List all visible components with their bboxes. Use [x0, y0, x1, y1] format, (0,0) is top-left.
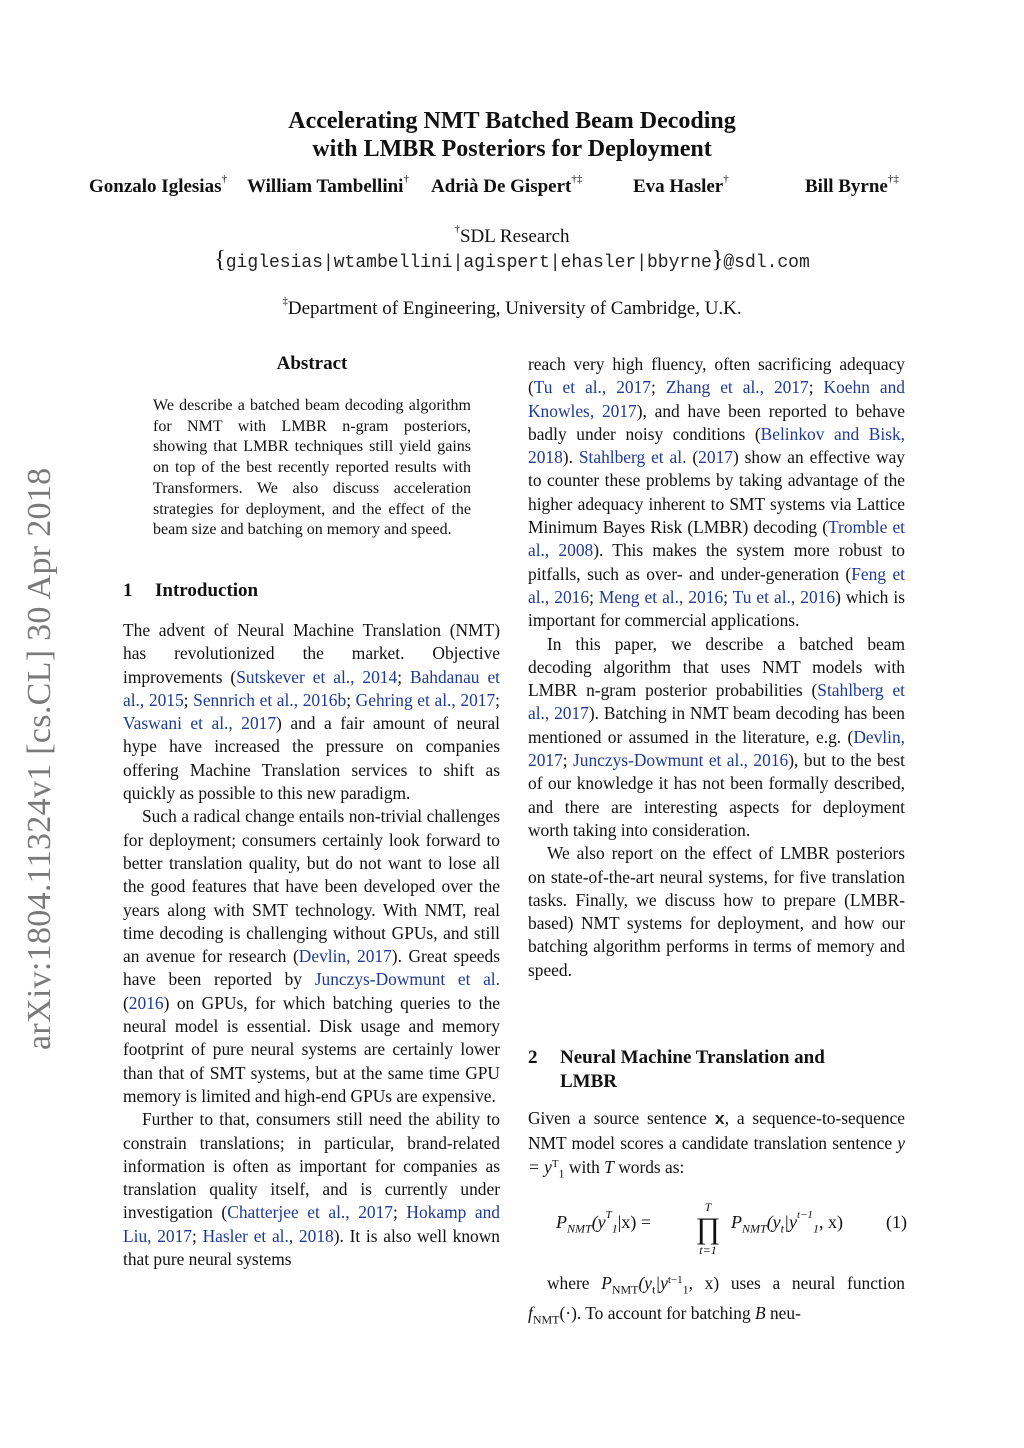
equation-1 [528, 1196, 906, 1256]
equation-number: (1) [886, 1212, 907, 1232]
abstract-text: We describe a batched beam decoding algorithm for NMT with LMBR n-gram posteriors, showing that LMBR techniques still yield gains on top of the best recently reported results with Transformers. We also discuss acceleration strategies for deployment, and the effect of the beam size and batching on memory and speed. [153, 397, 471, 539]
right-paragraph-2: In this paper, we describe a batched beam decoding algorithm that uses NMT models with LMBR n-gram posterior probabilities (Stahlberg et al., 2017). Batching in NMT beam decoding has been mentioned or assumed in the literature, e.g. (Devlin, 2017; Junczys-Dowmunt et al., 2016), but to the best of our knowledge it has not been formally described, and there are interesting aspects for deployment worth taking into consideration. [528, 633, 905, 840]
intro-paragraph-3: Further to that, consumers still need the ability to constrain translations; in particular, brand-related information is often as important for companies as translation quality itself, and is currently under investigation (Chatterjee et al., 2017; Hokamp and Liu, 2017; Hasler et al., 2018). It is also well known that pure neural systems [123, 1109, 501, 1270]
title-line-2: with LMBR Posteriors for Deployment [312, 136, 712, 162]
left-column [123, 619, 500, 1271]
right-paragraph-1: reach very high fluency, often sacrificing adequacy (Tu et al., 2017; Zhang et al., 2017; Koehn and Knowles, 2017), and have been reported to behave badly under noisy conditions (Belinkov and Bisk, 2018). Stahlberg et al. (2017) show an effective way to counter these problems by taking advantage of the higher adequacy inherent to SMT systems via Lattice Minimum Bayes Risk (LMBR) decoding (Tromble et al., 2008). This makes the system more robust to pitfalls, such as over- and under-generation (Feng et al., 2016; Meng et al., 2016; Tu et al., 2016) which is important for commercial applications. [528, 354, 906, 631]
right-paragraph-3: We also report on the effect of LMBR posteriors on state-of-the-art neural systems, for five translation tasks. Finally, we discuss how to prepare (LMBR-based) NMT systems for deployment, and how our batching algorithm performs in terms of memory and speed. [528, 843, 905, 980]
affiliation-sdl: †SDL Research [454, 223, 570, 247]
right-column-lower [528, 1107, 905, 1185]
arxiv-side-label: arXiv:1804.11324v1 [cs.CL] 30 Apr 2018 [21, 467, 58, 1050]
product-operator: T ∏ t=1 [695, 1200, 721, 1257]
author-2: William Tambellini† [247, 173, 409, 197]
section-1-heading: 1 Introduction [123, 580, 259, 601]
equation-rhs: $P_{NMT}(y_t|y^{t-1}_1$, x) [731, 1209, 843, 1236]
right-paragraph-4: Given a source sentence x, a sequence-to-sequence NMT model scores a candidate translation sentence $y = y^T_1$ with T words as: [528, 1108, 905, 1181]
email-line: {giglesias|wtambellini|agispert|ehasler|bbyrne}@sdl.com [214, 247, 810, 273]
right-column-tail [528, 1272, 905, 1332]
right-paragraph-5: where $P_{NMT}(y_t|y^{t-1}_1$, x) uses a neural function $f_{NMT}(\cdot)$. To account for batching B neu- [528, 1273, 905, 1327]
paper-title [0, 107, 1024, 163]
section-2-heading: 2 Neural Machine Translation and LMBR [528, 1047, 825, 1092]
author-3: Adrià De Gispert†‡ [431, 173, 583, 197]
author-5: Bill Byrne†‡ [805, 173, 899, 197]
title-line-1: Accelerating NMT Batched Beam Decoding [288, 108, 736, 134]
equation-lhs: $P_{NMT}(y^T_1|x)$ = [556, 1209, 652, 1236]
right-column-upper [528, 353, 905, 982]
intro-paragraph-1: The advent of Neural Machine Translation (NMT) has revolutionized the market. Objective improvements (Sutskever et al., 2014; Bahdanau et al., 2015; Sennrich et al., 2016b; Gehring et al., 2017; Vaswani et al., 2017) and a fair amount of neural hype have increased the pressure on companies offering Machine Translation services to shift as quickly as possible to this new paradigm. [123, 620, 501, 804]
author-4: Eva Hasler† [633, 173, 729, 197]
author-1: Gonzalo Iglesias† [89, 173, 227, 197]
affiliation-cambridge: ‡Department of Engineering, University of Cambridge, U.K. [282, 295, 742, 319]
intro-paragraph-2: Such a radical change entails non-trivial challenges for deployment; consumers certainly look forward to better translation quality, but do not want to lose all the good features that have been developed over the years along with SMT technology. With NMT, real time decoding is challenging without GPUs, and still an avenue for research (Devlin, 2017). Great speeds have been reported by Junczys-Dowmunt et al. (2016) on GPUs, for which batching queries to the neural model is essential. Disk usage and memory footprint of pure neural systems are certainly lower than that of SMT systems, but at the same time GPU memory is limited and high-end GPUs are expensive. [123, 806, 500, 1106]
abstract-heading: Abstract [276, 353, 348, 374]
